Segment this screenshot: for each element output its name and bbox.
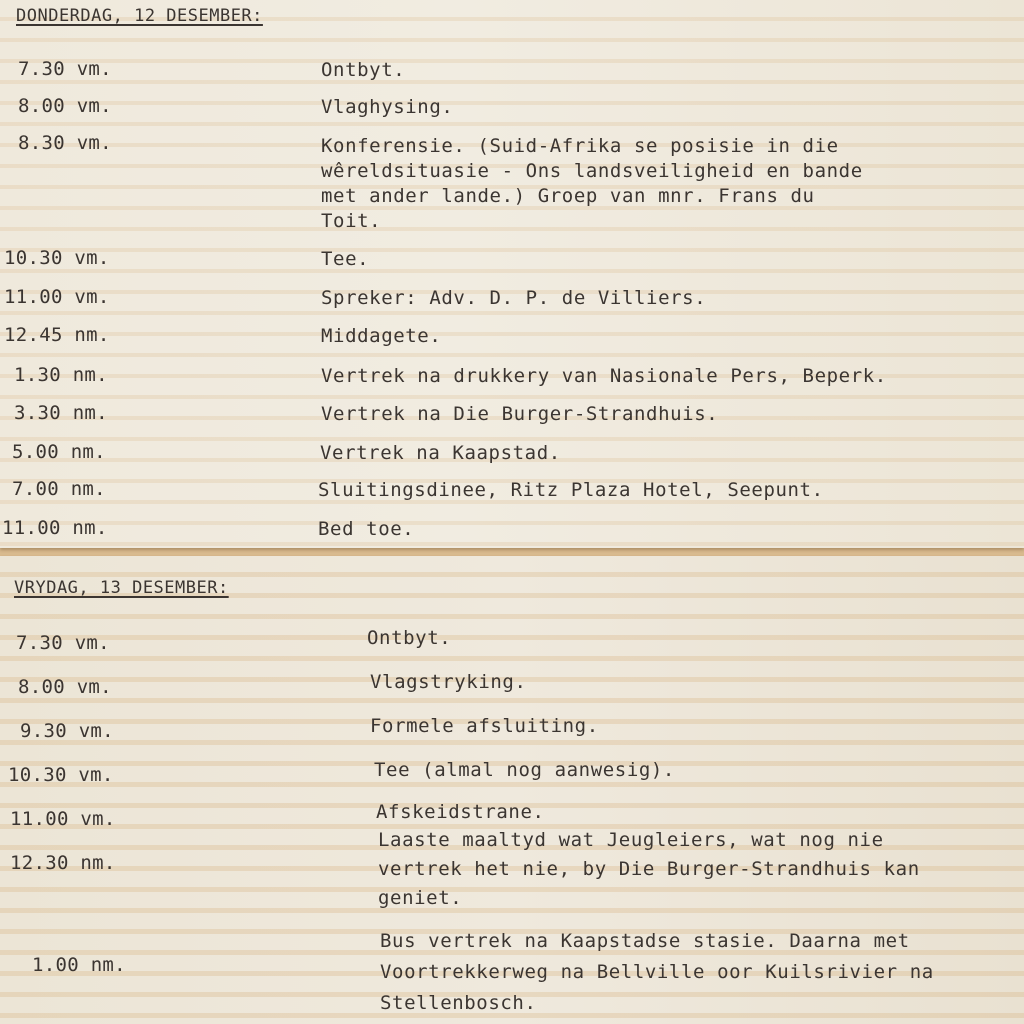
thursday-heading: DONDERDAG, 12 DESEMBER:	[16, 6, 263, 26]
item-time: 10.30 vm.	[8, 764, 114, 786]
friday-sheet	[0, 556, 1024, 1024]
item-time: 8.30 vm.	[18, 132, 112, 154]
item-time: 5.00 nm.	[12, 441, 106, 463]
item-event: Ontbyt.	[321, 59, 406, 81]
item-event: Tee.	[321, 248, 370, 270]
item-event: Vertrek na Die Burger-Strandhuis.	[321, 403, 719, 425]
item-event: Sluitingsdinee, Ritz Plaza Hotel, Seepunt.	[318, 479, 824, 501]
item-event: Spreker: Adv. D. P. de Villiers.	[321, 287, 707, 309]
item-event: Konferensie. (Suid-Afrika se posisie in die wêreldsituasie - Ons landsveiligheid en bande met ander lande.) Groep van mnr. Frans du Toit.	[321, 135, 863, 232]
item-time: 7.30 vm.	[16, 632, 110, 654]
item-event: Ontbyt.	[367, 627, 452, 649]
item-event: Bed toe.	[318, 518, 415, 540]
item-event: Laaste maaltyd wat Jeugleiers, wat nog nie vertrek het nie, by Die Burger-Strandhuis kan geniet.	[378, 829, 920, 909]
item-time: 11.00 vm.	[4, 286, 110, 308]
item-event: Vlagstryking.	[370, 671, 527, 693]
item-time: 7.30 vm.	[18, 58, 112, 80]
item-event: Bus vertrek na Kaapstadse stasie. Daarna met Voortrekkerweg na Bellville oor Kuilsrivier na Stellenbosch.	[380, 930, 934, 1014]
item-event: Vertrek na drukkery van Nasionale Pers, Beperk.	[321, 365, 887, 387]
item-time: 11.00 nm.	[2, 517, 108, 539]
item-event: Vertrek na Kaapstad.	[320, 442, 561, 464]
item-time: 11.00 vm.	[10, 808, 116, 830]
item-time: 1.30 nm.	[14, 364, 108, 386]
item-event: Formele afsluiting.	[370, 715, 599, 737]
item-time: 10.30 vm.	[4, 247, 110, 269]
item-event: Middagete.	[321, 325, 442, 347]
item-event: Tee (almal nog aanwesig).	[374, 759, 675, 781]
item-time: 8.00 vm.	[18, 95, 112, 117]
friday-heading: VRYDAG, 13 DESEMBER:	[14, 578, 229, 598]
item-time: 12.30 nm.	[10, 852, 116, 874]
item-time: 7.00 nm.	[12, 478, 106, 500]
item-time: 3.30 nm.	[14, 402, 108, 424]
item-time: 1.00 nm.	[32, 954, 126, 976]
item-time: 12.45 nm.	[4, 324, 110, 346]
item-time: 8.00 vm.	[18, 676, 112, 698]
item-event: Vlaghysing.	[321, 96, 454, 118]
item-time: 9.30 vm.	[20, 720, 114, 742]
item-event: Afskeidstrane.	[376, 801, 545, 823]
